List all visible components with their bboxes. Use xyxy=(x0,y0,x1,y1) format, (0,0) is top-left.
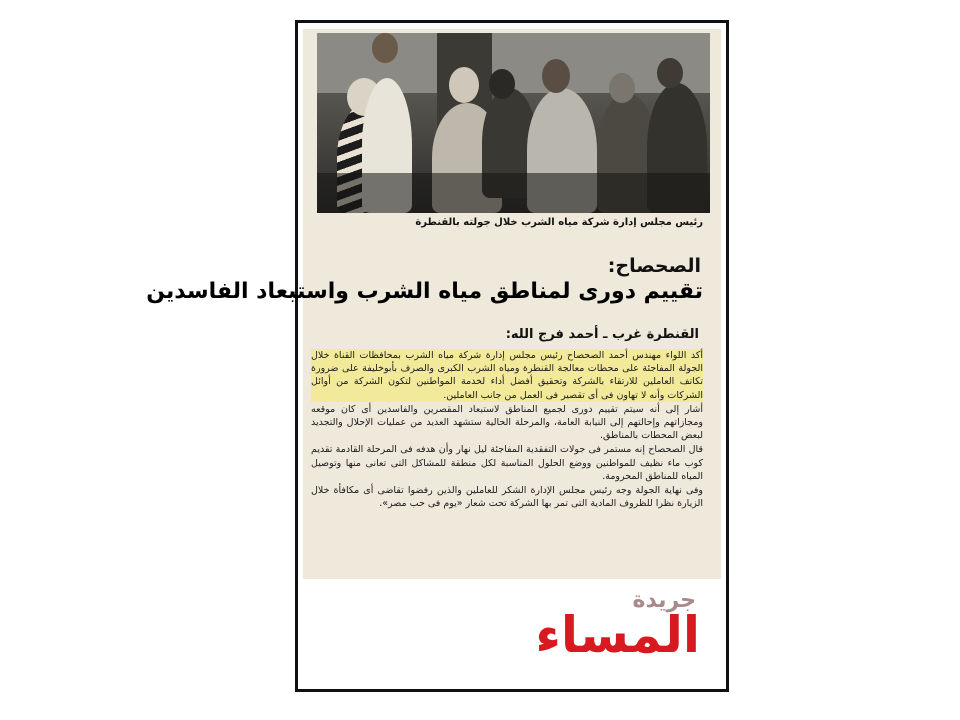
photo-caption: رئيس مجلس إدارة شركة مياه الشرب خلال جولته بالقنطرة xyxy=(415,217,703,228)
article-paragraph: أشار إلى أنه سيتم تقييم دورى لجميع المناطق لاستبعاد المقصرين والفاسدين أى كان موقعه ومجازاتهم وإحالتهم إلى النيابة العامة، والمرحلة الحالية ستشهد العديد من عمليات الإحلال والتجديد لبعض المحطات بالمناطق. xyxy=(311,403,703,442)
clipping-frame xyxy=(146,20,729,692)
article-kicker: الصحصاح: xyxy=(607,255,701,277)
article-headline: تقييم دورى لمناطق مياه الشرب واستبعاد الفاسدين xyxy=(146,279,703,304)
article-photo xyxy=(317,33,710,213)
article-body xyxy=(311,349,703,511)
newspaper-clipping xyxy=(146,29,721,579)
logo-subtitle: جريدة xyxy=(632,588,696,613)
newspaper-logo xyxy=(518,588,708,683)
article-paragraph: قال الصحصاح إنه مستمر فى جولات التفقدية المفاجئة ليل نهار وأن هدفه فى المرحلة القادمة تقديم كوب ماء نظيف للمواطنين ووضع الحلول المناسبة لكل منطقة للمشاكل التى تعانى منها وتوصيل المياه للمناطق المحرومة. xyxy=(311,444,703,482)
article-paragraph: أكد اللواء مهندس أحمد الصحصاح رئيس مجلس إدارة شركة مياه الشرب بمحافظات القناة خلال الجولة المفاجئة على محطات معالجة القنطرة ومياه الشرب الكبرى والصرف بأبوخليفة على ضرورة تكاتف العاملين للارتقاء بالشركة وتحقيق أفضل أداء لخدمة المواطنين لتكون الشركة من أوائل الشركات وأنه لا تهاون فى أى تقصير فى العمل من جانب العاملين. xyxy=(311,350,703,401)
article-paragraph: وفى نهاية الجولة وجه رئيس مجلس الإدارة الشكر للعاملين والذين رفضوا تقاضى أى مكافأة خلال الزيارة نظرا للظروف المادية التى تمر بها الشركة تحت شعار «يوم فى حب مصر». xyxy=(311,485,703,510)
logo-title: المساء xyxy=(535,606,700,664)
article-byline: القنطرة غرب ـ أحمد فرج الله: xyxy=(505,327,699,342)
